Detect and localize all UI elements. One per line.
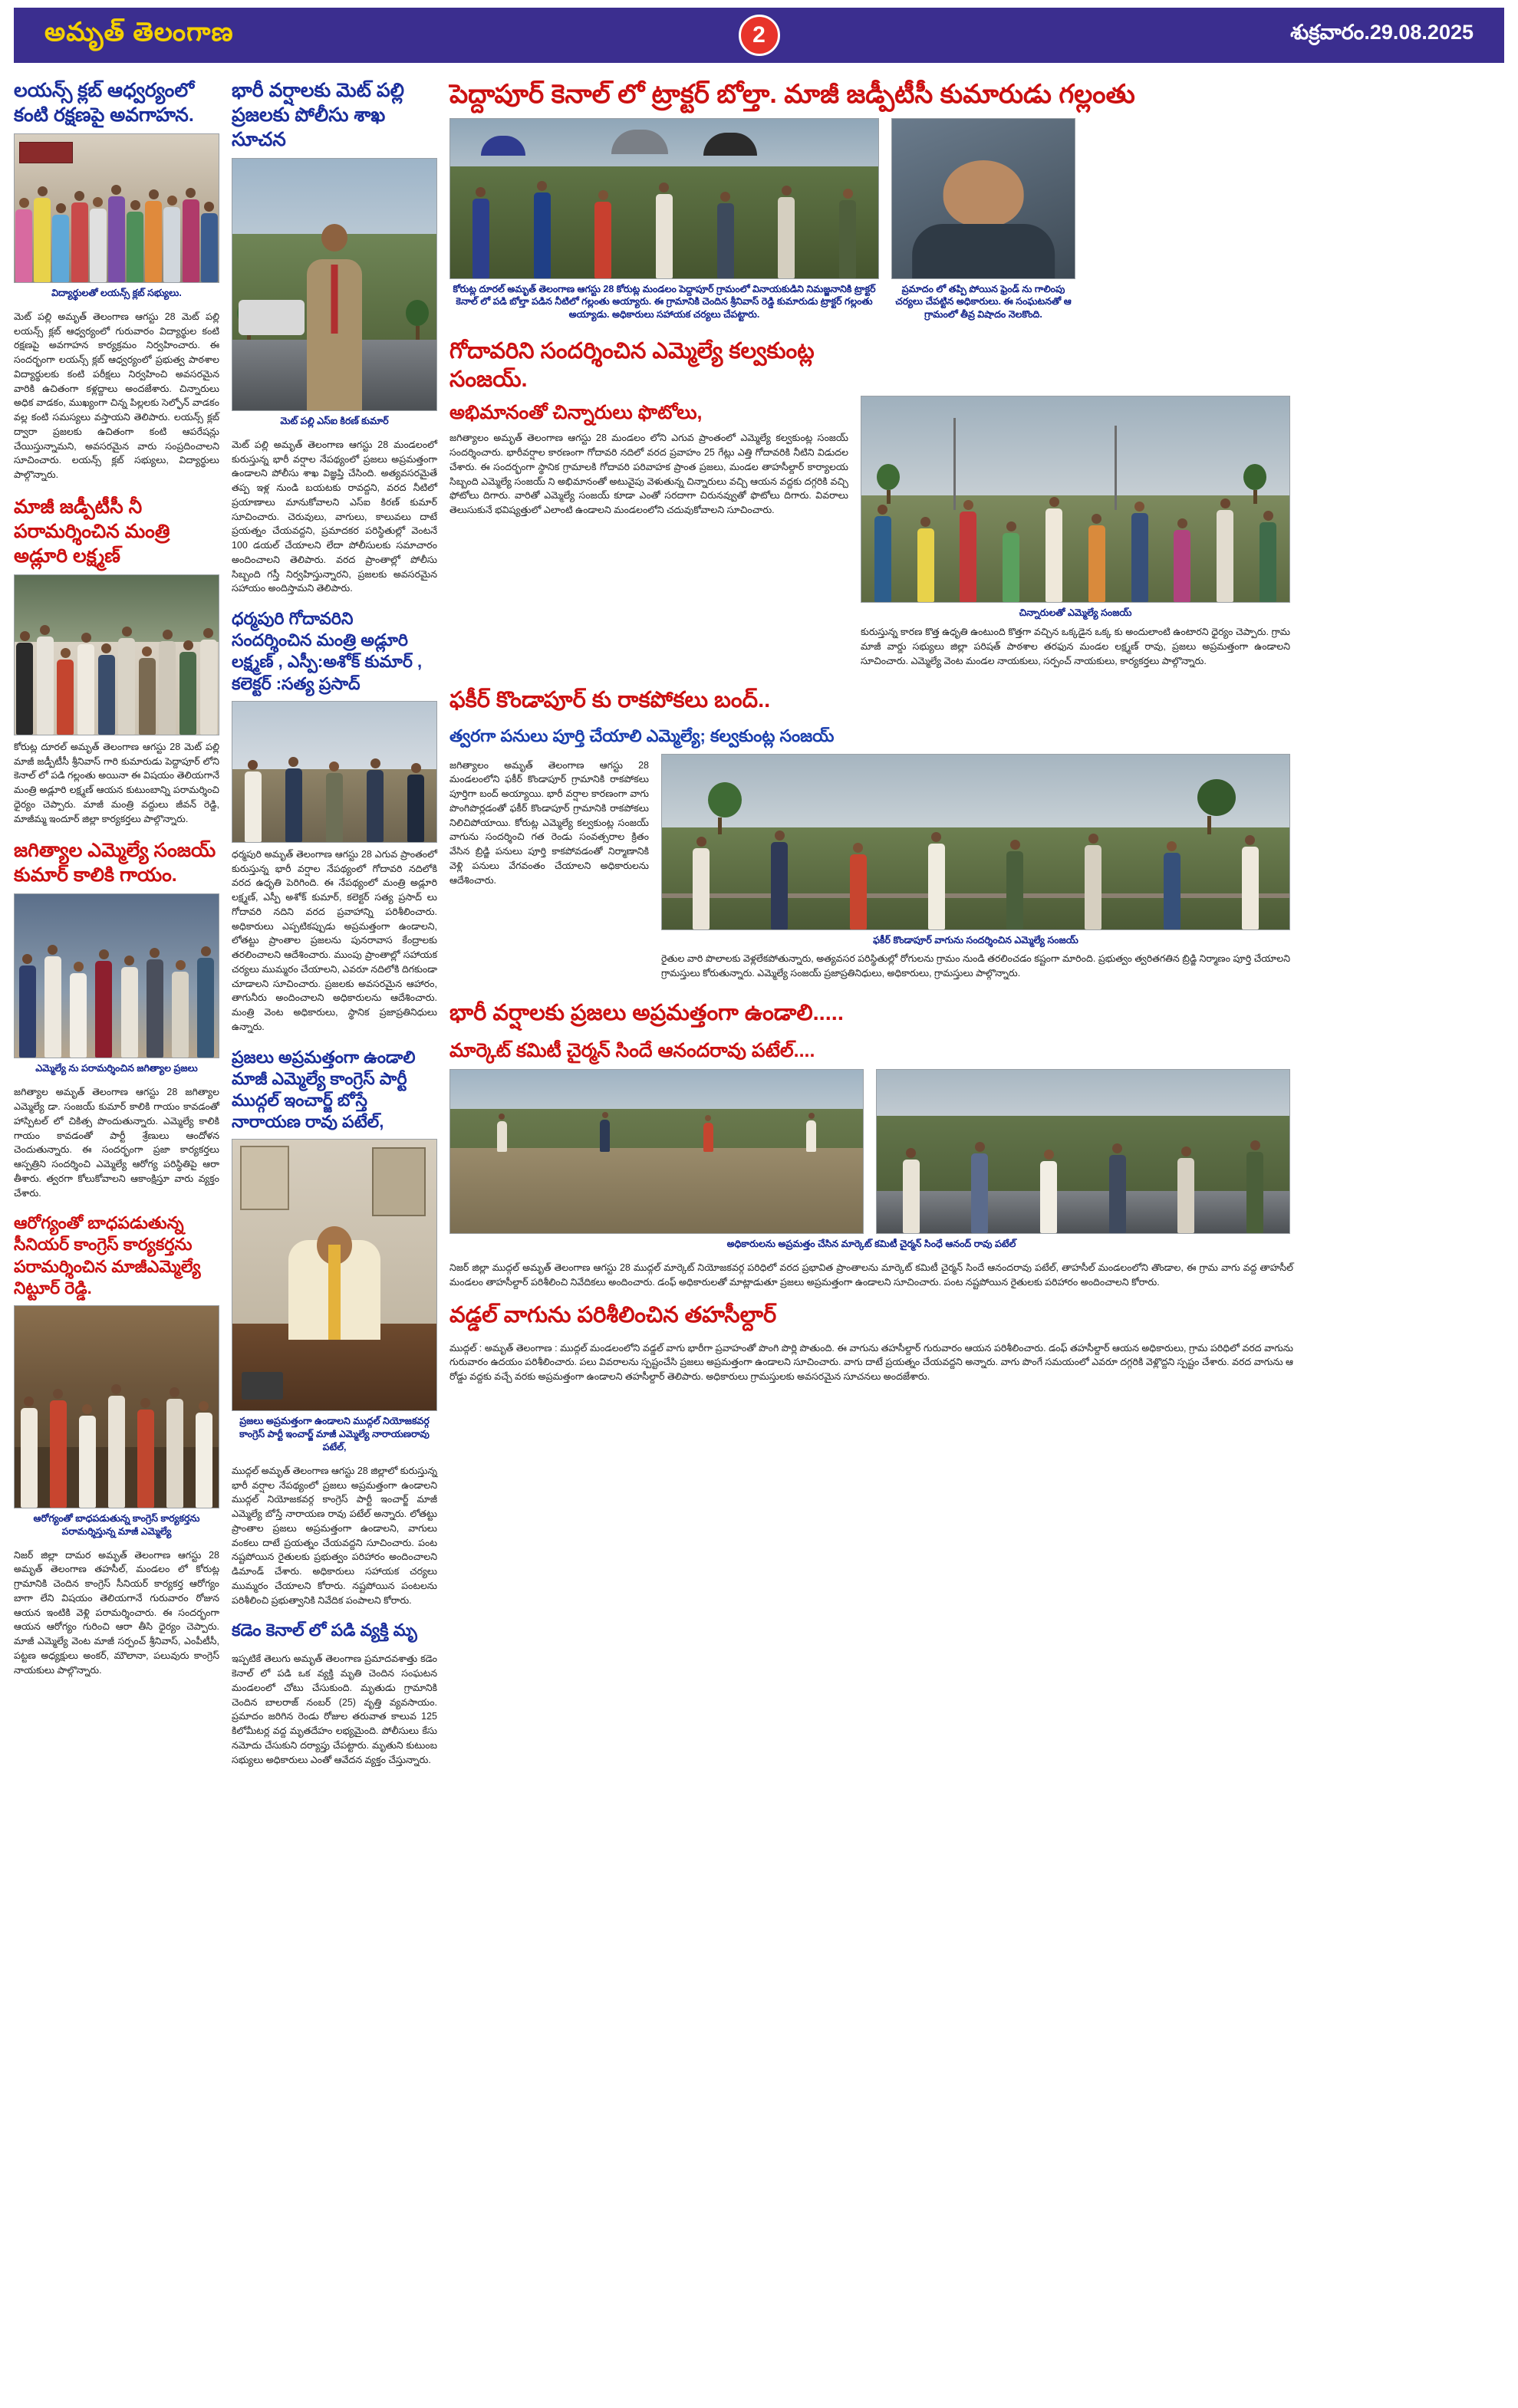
body-godavari-left: జగిత్యాలం అమృత్ తెలంగాణ ఆగస్టు 28 మండలం లోని ఎగువ ప్రాంతంలో ఎమ్మెల్యే కల్వకుంట్ల సంజయ్ సందర్శించారు. భారీవర్షాల కారణంగా గోదావరి నదిలో వరద ప్రవాహం 25 గేట్లు ఎత్తి గోదావరికి నీటిని విడుదల చేశారు. ఈ సందర్భంగా స్థానిక గ్రామాలకి గోదావరి పరివాహక ప్రాంత ప్రజలు, మండల తాహసీల్దార్ కార్యాలయ సిబ్బంది ఎమ్మెల్యే సంజయ్ ని అభిమానంతో అటువైపు వెళుతున్న చిన్నారులు వచ్చి ఆయన వద్దకు దగ్గరికి వచ్చి ఫోటోలు దిగారు. వారితో ఎమ్మెల్యే సంజయ్ కూడా ఎంతో సరదాగా చిరునవ్వుతో ఫొటోలు దిగారు. వివరాలు తెలుసుకునే భవిష్యత్తులో ఎలాంటి ఉండాలని మండలంలోని చదువుకోవాలని సూచించారు.: [449, 433, 848, 516]
caption-congress-visit: ఆరోగ్యంతో బాధపడుతున్న కాంగ్రెస్ కార్యకర్తను పరామర్శిస్తున్న మాజీ ఎమ్మెల్యే: [33, 1512, 200, 1537]
page-columns: [14, 74, 1504, 1775]
headline-bosu-narayana: ప్రజలు అప్రమత్తంగా ఉండాలి మాజీ ఎమ్మెల్యే కాంగ్రెస్ పార్టీ ముద్గల్ ఇంచార్జ్ బోస్తే నారాయణ రావు పటేల్,: [232, 1047, 416, 1131]
subheadline-market-committee: మార్కెట్ కమిటీ చైర్మన్ సిందే ఆనందరావు పటేల్....: [449, 1040, 815, 1062]
photo-missing-youth-portrait: [891, 118, 1075, 279]
caption-phakir-kondapur: ఫకీర్ కొండాపూర్ వాగును సందర్శించిన ఎమ్మెల్యే సంజయ్: [873, 934, 1078, 946]
caption-market-committee: అధికారులను అప్రమత్తం చేసిన మార్కెట్ కమిటీ చైర్మన్ సింధే ఆనంద్ రావు పటేల్: [726, 1239, 1016, 1250]
caption-godavari-children: చిన్నారులతో ఎమ్మెల్యే సంజయ్: [1019, 607, 1132, 619]
photo-flooded-stream: [449, 1069, 864, 1234]
photo-rescue-operation: [449, 118, 879, 279]
body-eye-camp: మెట్ పల్లి అమృత్ తెలంగాణ ఆగస్టు 28 మెట్ పల్లి లయన్స్ క్లబ్ ఆధ్వర్యంలో గురువారం విద్యార్థుల కంటి రక్షణపై అవగాహన కార్యక్రమం నిర్వహించారు. ఈ సందర్భంగా లయన్స్ క్లబ్ ఆధ్వర్యంలో ప్రభుత్వ పాఠశాల విద్యార్థులకు కంటి పరీక్షలు నిర్వహించి అవసరమైన వారికి ఉచితంగా కళ్లద్దాలు అందజేశారు. చిన్నారులు అధిక వాడకం, ముఖ్యంగా చిన్న పిల్లలకు సెల్ఫోన్ వాడకం వల్ల కంటి సమస్యలు వస్తాయని తెలిపారు. లయన్స్ క్లబ్ ద్వారా ప్రజలకు ఉచితంగా కంటి ఆపరేషన్లు చేయిస్తున్నామని, అవసరమైన వారు సంప్రదించాలని సూచించారు. లయన్స్ క్లబ్ సభ్యులు, విద్యార్థులు పాల్గొన్నారు.: [14, 311, 219, 481]
headline-vaddal: వడ్డల్ వాగును పరిశీలించిన తహసీల్దార్: [449, 1303, 777, 1328]
subheadline-godavari-visit: అభిమానంతో చిన్నారులు ఫొటోలు,: [449, 402, 703, 424]
caption-missing-youth: ప్రమాదం లో తప్పి పోయిన ఫ్రెండ్ ను గాలింపు చర్యలు చేపట్టిన అధికారులు. ఈ సంఘటనతో ఆ గ్రామంలో తీవ్ర విషాదం నెలకొంది.: [895, 283, 1072, 321]
body-bosu-narayana: ముద్గల్ అమృత్ తెలంగాణ ఆగస్టు 28 జిల్లాలో కురుస్తున్న భారీ వర్షాల నేపథ్యంలో ప్రజలు అప్రమత్తంగా ఉండాలని ముద్గల్ నియోజకవర్గ కాంగ్రెస్ పార్టీ ఇంచార్జ్ మాజీ ఎమ్మెల్యే బోస్తే నారాయణ రావు పటేల్ అన్నారు. లోతట్టు ప్రాంతాల ప్రజలు అప్రమత్తంగా ఉండాలని, వాగులు వంకలు దాటే ప్రయత్నం చేయవద్దని సూచించారు. పంట నష్టపోయిన రైతులకు ప్రభుత్వం పరిహారం అందించాలని డిమాండ్ చేశారు. అధికారులు సహాయక చర్యలు ముమ్మరం చేయాలని కోరారు. నష్టపోయిన పంటలను పరిశీలించి ప్రభుత్వానికి నివేదిక పంపాలని కోరారు.: [232, 1465, 437, 1606]
photo-phakir-kondapur-stream: [661, 754, 1290, 930]
body-phakir-right: రైతుల వారి పొలాలకు వెళ్లలేకపోతున్నారు, అత్యవసర పరిస్థితుల్లో రోగులను గ్రామం నుండి తరలించడం కష్టంగా మారింది. ప్రభుత్వం త్వరితగతిన బ్రిడ్జి నిర్మాణం పూర్తి చేయాలని గ్రామస్తులు కోరుతున్నారు. ఎమ్మెల్యే సంజయ్ ప్రజాప్రతినిధులు, అధికారులు, గ్రామస్తులు పాల్గొన్నారు.: [661, 953, 1290, 979]
photo-minister-visit: [14, 574, 219, 735]
right-section: [449, 74, 1293, 1392]
column-2: [232, 74, 437, 1775]
photo-bosu-narayana: [232, 1139, 437, 1411]
column-1: [14, 74, 219, 1685]
headline-godavari-visit: గోదావరిని సందర్శించిన ఎమ్మెల్యే కల్వకుంట్ల సంజయ్.: [449, 339, 815, 393]
phakir-kondapur-block: [449, 754, 1293, 989]
caption-mla-injury: ఎమ్మెల్యే ను పరామర్శించిన జగిత్యాల ప్రజలు: [35, 1063, 198, 1074]
headline-eye-camp: లయన్స్ క్లబ్ ఆధ్వర్యంలో కంటి రక్షణపై అవగాహన.: [14, 80, 195, 126]
body-police-warning: మెట్ పల్లి అమృత్ తెలంగాణ ఆగస్టు 28 మండలంలో కురుస్తున్న భారీ వర్షాల నేపథ్యంలో ప్రజలు అప్రమత్తంగా ఉండాలని పోలీసు శాఖ విజ్ఞప్తి చేసింది. అత్యవసరమైతే తప్ప ఇళ్ల నుండి బయటకు రావద్దని, వరద నీటిలో ప్రయాణాలు మానుకోవాలని ఎస్ఐ కిరణ్ కుమార్ సూచించారు. చెరువులు, వాగులు, కాలువలు దాటే ప్రయత్నం చేయవద్దని, ప్రమాదకర పరిస్థితుల్లో వెంటనే 100 డయల్ చేయాలని లేదా పోలీసులకు సమాచారం అందించాలని తెలిపారు. వరద ప్రాంతాల్లో పోలీసు సిబ్బంది గస్తీ నిర్వహిస్తున్నారని, ప్రజలకు అవసరమైన సహాయం అందిస్తామని తెలిపారు.: [232, 439, 437, 594]
headline-canal-victim: కడెం కెనాల్ లో పడి వ్యక్తి మృ: [232, 1620, 417, 1640]
body-dharmapuri: ధర్మపురి అమృత్ తెలంగాణ ఆగస్టు 28 ఎగువ ప్రాంతంలో కురుస్తున్న భారీ వర్షాల నేపథ్యంలో గోదావరి నదిలోకి వరద ఉధృతి పెరిగింది. ఈ నేపథ్యంలో మంత్రి అడ్లూరి లక్ష్మణ్, ఎస్పీ అశోక్ కుమార్, కలెక్టర్ సత్య ప్రసాద్ లు గోదావరి నదిని వరద ప్రవాహాన్ని పరిశీలించారు. అధికారులు ఎప్పటికప్పుడు అప్రమత్తంగా ఉండాలని, లోతట్టు ప్రాంతాల ప్రజలను పునరావాస కేంద్రాలకు తరలించాలని ఆదేశించారు. ముంపు ప్రాంతాల్లో సహాయక చర్యలు ముమ్మరం చేయాలని, ఎవరూ నదిలోకి దిగకుండా చూడాలని సూచించారు. ప్రజలకు అవసరమైన ఆహారం, తాగునీరు అందించాలని అధికారులను ఆదేశించారు. మంత్రి వెంట అధికారులు, స్థానిక ప్రజాప్రతినిధులు ఉన్నారు.: [232, 848, 437, 1032]
caption-bosu-narayana: ప్రజలు అప్రమత్తంగా ఉండాలని ముద్గల్ నియోజకవర్గ కాంగ్రెస్ పార్టీ ఇంచార్జ్ మాజీ ఎమ్మెల్యే నారాయణరావు పటేల్,: [239, 1416, 430, 1452]
photo-mla-injury: [14, 893, 219, 1058]
photo-eye-camp: [14, 133, 219, 283]
tractor-accident-block: [449, 118, 1293, 327]
caption-rescue-operation: కోరుట్ల దూరల్ అమృత్ తెలంగాణ ఆగస్టు 28 కోరుట్ల మండలం పెద్దాపూర్ గ్రామంలో వినాయకుడిని నిమజ్జనానికి ట్రాక్టర్ కెనాల్ లో పడి బోల్తా పడిన నీటిలో గల్లంతు అయ్యారు. ఈ గ్రామానికి చెందిన శ్రీనివాస్ రెడ్డి కుమారుడు ట్రాక్టర్ గల్లంతు అయ్యాడు. అధికారులు సహాయక చర్యలు చేపట్టారు.: [453, 283, 876, 321]
photo-congress-visit: [14, 1305, 219, 1508]
subheadline-phakir-kondapur: త్వరగా పనులు పూర్తి చేయాలి ఎమ్మెల్యే; కల్వకుంట్ల సంజయ్: [449, 726, 835, 746]
headline-market-committee: భారీ వర్షాలకు ప్రజలు అప్రమత్తంగా ఉండాలి.....: [449, 1000, 844, 1025]
body-mla-injury: జగిత్యాల అమృత్ తెలంగాణ ఆగస్టు 28 జగిత్యాల ఎమ్మెల్యే డా. సంజయ్ కుమార్ కాలికి గాయం కావడంతో హాస్పిటల్ లో చికిత్స పొందుతున్నారు. ఎమ్మెల్యే కాలికి గాయం కావడంతో పార్టీ శ్రేణులు ఆందోళన చెందుతున్నారు. ఈ సందర్భంగా ప్రజా కార్యకర్తలు ఆస్పత్రిని సందర్శించి ఎమ్మెల్యే ఆరోగ్య పరిస్థితిపై ఆరా తీశారు. త్వరగా కోలుకోవాలని ఆకాంక్షిస్తూ వారు వ్యక్తం చేశారు.: [14, 1087, 219, 1199]
publication-date: శుక్రవారం.29.08.2025: [1290, 21, 1474, 44]
body-congress-visit: నిజర్ జిల్లా దామర అమృత్ తెలంగాణ ఆగస్టు 28 అమృత్ తెలంగాణ తహసీల్, మండలం లో కోరుట్ల గ్రామానికి చెందిన కాంగ్రెస్ సీనియర్ కార్యకర్త ఆరోగ్యం బాగా లేని విషయం తెలియగానే గురువారం రోజున ఆయన ఇంటికి వెళ్లి పరామర్శించారు. ఈ సందర్భంగా ఆయన ఆరోగ్యం గురించి ఆరా తీసి ధైర్యం చెప్పారు. మాజీ ఎమ్మెల్యే వెంట మాజీ సర్పంచ్ శ్రీనివాస్, ఎంపీటీసీ, పట్టణ అధ్యక్షులు అంకర్, మౌలానా, పలువురు కాంగ్రెస్ నాయకులు పాల్గొన్నారు.: [14, 1549, 219, 1676]
photo-godavari-children: [861, 396, 1290, 603]
headline-mla-injury: జగిత్యాల ఎమ్మెల్యే సంజయ్ కుమార్ కాలికి గాయం.: [14, 840, 216, 887]
body-market-committee: నిజర్ జిల్లా ముద్గల్ అమృత్ తెలంగాణ ఆగస్టు 28 ముద్గల్ మార్కెట్ నియోజకవర్గ పరిధిలో వరద ప్రభావిత ప్రాంతాలను మార్కెట్ కమిటీ చైర్మన్ సిందే ఆనందరావు పటేల్, తాహసీల్ మండలంలోని తొండాల, ఈ గ్రామ వాగు వద్ద తాహసీల్ మండలం తాహసీల్దార్ పరిశీలించి నివేదికలు అందించారు. డంఫ్ అధికారులతో మాట్లాడుతూ ప్రజలు అప్రమత్తంగా ఉండాలని సూచించారు. పంట నష్టపోయిన రైతులకు పరిహారం అందించాలని కోరారు.: [449, 1262, 1293, 1288]
body-phakir-left: జగిత్యాలం అమృత్ తెలంగాణ ఆగస్టు 28 మండలంలోని ఫకీర్ కొండాపూర్ గ్రామానికి రాకపోకలు పూర్తిగా బంద్ అయ్యాయి. భారీ వర్షాల కారణంగా వాగు పొంగిపొర్లడంతో ఫకీర్ కొండాపూర్ గ్రామానికి రాకపోకలు నిలిచిపోయాయి. కోరుట్ల ఎమ్మెల్యే కల్వకుంట్ల సంజయ్ వాగును సందర్శించి గత రెండు సంవత్సరాల క్రితం వేసిన బ్రిడ్జి పనులు పూర్తి కాకపోవడంతో నిర్మాణానికి వెళ్లి పనులు వేగవంతం చేయాలని అధికారులను ఆదేశించారు.: [449, 759, 649, 886]
caption-police-si: మెట్ పల్లి ఎస్ఐ కిరణ్ కుమార్: [280, 416, 389, 426]
newspaper-page: [0, 8, 1518, 2408]
body-godavari-right: కురుస్తున్న కారణ కొత్త ఉధృతి ఉంటుంది కొత్తగా వచ్చిన ఒక్కడైన ఒక్క కు అందులాంటి ఉంటారని ధైర్యం చెప్పారు. గ్రామ మాజీ వార్డు సభ్యులు జిల్లా పరిషత్ పాఠశాల తరఫున మండల లక్ష్మణ్ రావు, ప్రజలు అప్రమత్తంగా ఉండాలని సూచించారు. ఎమ్మెల్యే వెంట మండల నాయకులు, సర్పంచ్ నాయకులు, కార్యకర్తలు పాల్గొన్నారు.: [861, 627, 1290, 666]
headline-police-warning: భారీ వర్షాలకు మెట్ పల్లి ప్రజలకు పోలీసు శాఖ సూచన: [232, 80, 404, 150]
body-minister-visit: కోరుట్ల దూరల్ అమృత్ తెలంగాణ ఆగస్టు 28 మెట్ పల్లి మాజీ జడ్పీటీసీ శ్రీనివాస్ గారి కుమారుడు పెద్దాపూర్ లోని కెనాల్ లో పడి గల్లంతు అయినా ఈ విషయం తెలియగానే మంత్రి అడ్లూరి లక్ష్మణ్ ఆయన కుటుంబాన్ని పరామర్శించి ధైర్యం చెప్పారు. మాజీ మంత్రి వద్దులు జీవన్ రెడ్డి, మాజీమ్మ ఇందూర్ జిల్లా కార్యకర్తలు పాల్గొన్నారు.: [14, 741, 219, 824]
body-canal-victim: ఇప్పటికే తెలుగు అమృత్ తెలంగాణ ప్రమాదవశాత్తు కడెం కెనాల్ లో పడి ఒక వ్యక్తి మృతి చెందిన సంఘటన మండలంలో చోటు చేసుకుంది. మృతుడు గ్రామానికి చెందిన బాలరాజ్ నంబర్ (25) వృత్తి వ్యవసాయం. ప్రమాదం జరిగిన రెండు రోజుల తరువాత కాలువ 125 కిలోమీటర్ల వద్ద మృతదేహం లభ్యమైంది. పోలీసులు కేసు నమోదు చేసుకుని దర్యాప్తు చేపట్టారు. మృతుని కుటుంబ సభ్యులు అధికారులు ఎంతో ఆవేదన వ్యక్తం చేస్తున్నారు.: [232, 1653, 437, 1765]
market-committee-photos: [449, 1069, 1293, 1234]
headline-phakir-kondapur: ఫకీర్ కొండాపూర్ కు రాకపోకలు బంద్..: [449, 688, 771, 713]
photo-police-si: [232, 158, 437, 411]
masthead: [14, 8, 1504, 63]
headline-dharmapuri: ధర్మపురి గోదావరిని సందర్శించిన మంత్రి అడ్లూరి లక్ష్మణ్ , ఎస్పీ:అశోక్ కుమార్ , కలెక్టర్ :సత్య ప్రసాద్: [232, 609, 423, 693]
photo-dharmapuri: [232, 701, 437, 843]
headline-tractor-accident: పెద్దాపూర్ కెనాల్ లో ట్రాక్టర్ బోల్తా. మాజీ జడ్పీటీసీ కుమారుడు గల్లంతు: [449, 80, 1135, 109]
headline-congress-visit: ఆరోగ్యంతో బాధపడుతున్న సీనియర్ కాంగ్రెస్ కార్యకర్తను పరామర్శించిన మాజీఎమ్మెల్యే నిట్టూర్ రెడ్డి.: [14, 1213, 201, 1298]
godavari-block: [449, 333, 1293, 676]
caption-eye-camp: విద్యార్థులతో లయన్స్ క్లబ్ సభ్యులు.: [51, 288, 182, 298]
headline-minister-visit: మాజీ జడ్పీటీసీ నీ పరామర్శించిన మంత్రి అడ్లూరి లక్ష్మణ్: [14, 495, 170, 567]
publication-title: అమృత్ తెలంగాణ: [44, 17, 234, 47]
page-number-badge: 2: [739, 15, 780, 56]
photo-officials-inspection: [876, 1069, 1290, 1234]
body-vaddal: ముద్గల్ : అమృత్ తెలంగాణ : ముద్గల్ మండలంలోని వడ్డల్ వాగు భారీగా ప్రవాహంతో పొంగి పొర్లి పొతుంది. ఈ వాగును తహసీల్దార్ గురువారం ఆయన పరిశీలించారు. డంఫ్ తహసీల్దార్ ఆయన అధికారులు, గ్రామ పరిధిలో వరద వాగును గురువారం ఉదయం పరిశీలించారు. పలు వివరాలను స్పష్టంచేసి ప్రజలు అప్రమత్తంగా ఉండాలని సూచించారు. వాగు దాటే ప్రయత్నం చేయవద్దని అన్నారు. వాగు పొంగే సమయంలో ఎవరూ దగ్గరికి వెళ్లొద్దని స్పష్టం చేశారు. వరద వాగును ఆ రోడ్డు వద్దకు వచ్చే వరకు అప్రమత్తంగా ఉండాలని తహసీల్దార్ తెలిపారు. అధికారులు గ్రామస్తులకు అవసరమైన సూచనలు అందజేశారు.: [449, 1342, 1293, 1382]
